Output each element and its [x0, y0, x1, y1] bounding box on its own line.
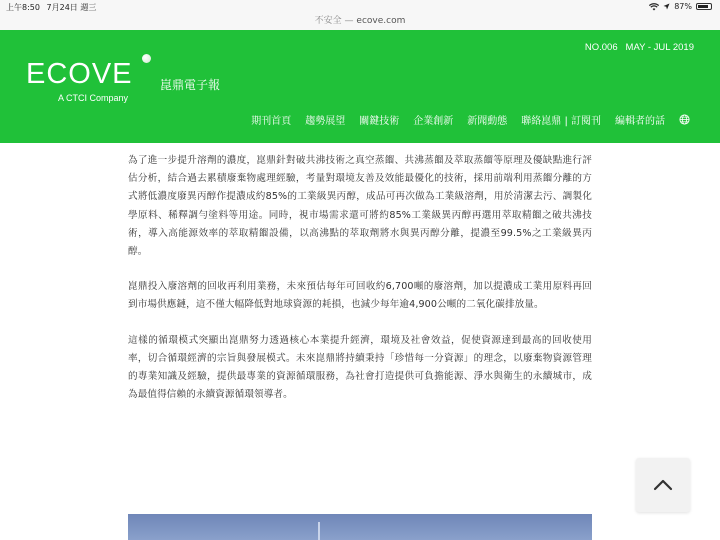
- logo-dot-icon: [142, 54, 151, 63]
- status-date: 7月24日 週三: [46, 3, 97, 12]
- url-domain: ecove.com: [356, 16, 406, 26]
- battery-level-fill: [698, 5, 708, 8]
- article-paragraph-3: 這樣的循環模式突顯出崑鼎努力透過核心本業提升經濟，環境及社會效益，促使資源達到最高的回收使用率，切合循環經濟的宗旨與發展模式。未來崑鼎將持續秉持「珍惜每一分資源」的理念，以廢棄物資源管理的專業知識及經驗，提供最專業的資源循環服務，為社會打造提供可負擔能源、淨水與衛生的永續城市，成為最值得信賴的永續資源循環領導者。: [128, 334, 592, 401]
- nav-item-innovation[interactable]: 企業創新: [413, 116, 454, 127]
- ecove-logo[interactable]: [26, 60, 133, 103]
- site-header: [0, 30, 720, 143]
- back-to-top-button[interactable]: [636, 458, 690, 512]
- logo-subtitle: A CTCI Company: [58, 93, 129, 103]
- article-paragraph-1: 為了進一步提升溶劑的濃度，崑鼎針對破共沸技術之真空蒸餾、共沸蒸餾及萃取蒸餾等原理及優缺點進行評估分析，結合過去累積廢棄物處理經驗，考量對環境友善及效能最優化的技術，採用前端利用蒸餾分離的方式將低濃度廢異丙醇作提濃成約85%的工業級異丙醇，成品可再次做為工業級溶劑，用於清潔去污、調製化學原料、稀釋調勻塗料等用途。同時，視市場需求還可將約85%工業級異丙醇再選用萃取精餾之破共沸技術，導入高能源效率的萃取精餾設備，以高沸點的萃取劑將水與異丙醇分離，提濃至99.5%之工業級異丙醇。: [128, 155, 592, 258]
- globe-icon[interactable]: [679, 114, 690, 125]
- battery-percent: 87%: [674, 2, 692, 11]
- image-detail: [318, 522, 320, 540]
- status-time: 上午8:50: [6, 3, 40, 12]
- article-image: [128, 514, 592, 540]
- security-label: 不安全: [314, 16, 342, 26]
- nav-item-contact-subscribe[interactable]: 聯絡崑鼎 | 訂閱刊: [521, 116, 601, 127]
- logo-wordmark: ECOVE: [26, 58, 133, 90]
- nav-item-editor-note[interactable]: 編輯者的話: [615, 116, 665, 127]
- article-body: [128, 152, 592, 421]
- nav-item-news[interactable]: 新聞動態: [467, 116, 508, 127]
- wifi-icon: [649, 3, 659, 11]
- status-indicators: [649, 2, 712, 11]
- chevron-up-icon: [636, 458, 690, 512]
- status-time-date: [6, 2, 96, 13]
- issue-info: NO.006 MAY - JUL 2019: [584, 42, 694, 53]
- nav-item-home[interactable]: 期刊首頁: [251, 116, 292, 127]
- nav-item-key-tech[interactable]: 關鍵技術: [359, 116, 400, 127]
- url-bar[interactable]: [0, 13, 720, 31]
- publication-title: 崑鼎電子報: [160, 78, 221, 92]
- battery-icon: [696, 3, 712, 10]
- status-bar: [0, 0, 720, 13]
- main-nav: [251, 112, 690, 127]
- nav-item-trends[interactable]: 趨勢展望: [305, 116, 346, 127]
- location-arrow-icon: [663, 3, 670, 10]
- article-paragraph-2: 崑鼎投入廢溶劑的回收再利用業務，未來預估每年可回收約6,700噸的廢溶劑，加以提濃成工業用原料再回到市場供應鏈，這不僅大幅降低對地球資源的耗損，也減少每年逾4,900公噸的二氧化碳排放量。: [128, 281, 592, 311]
- url-separator: —: [344, 16, 354, 26]
